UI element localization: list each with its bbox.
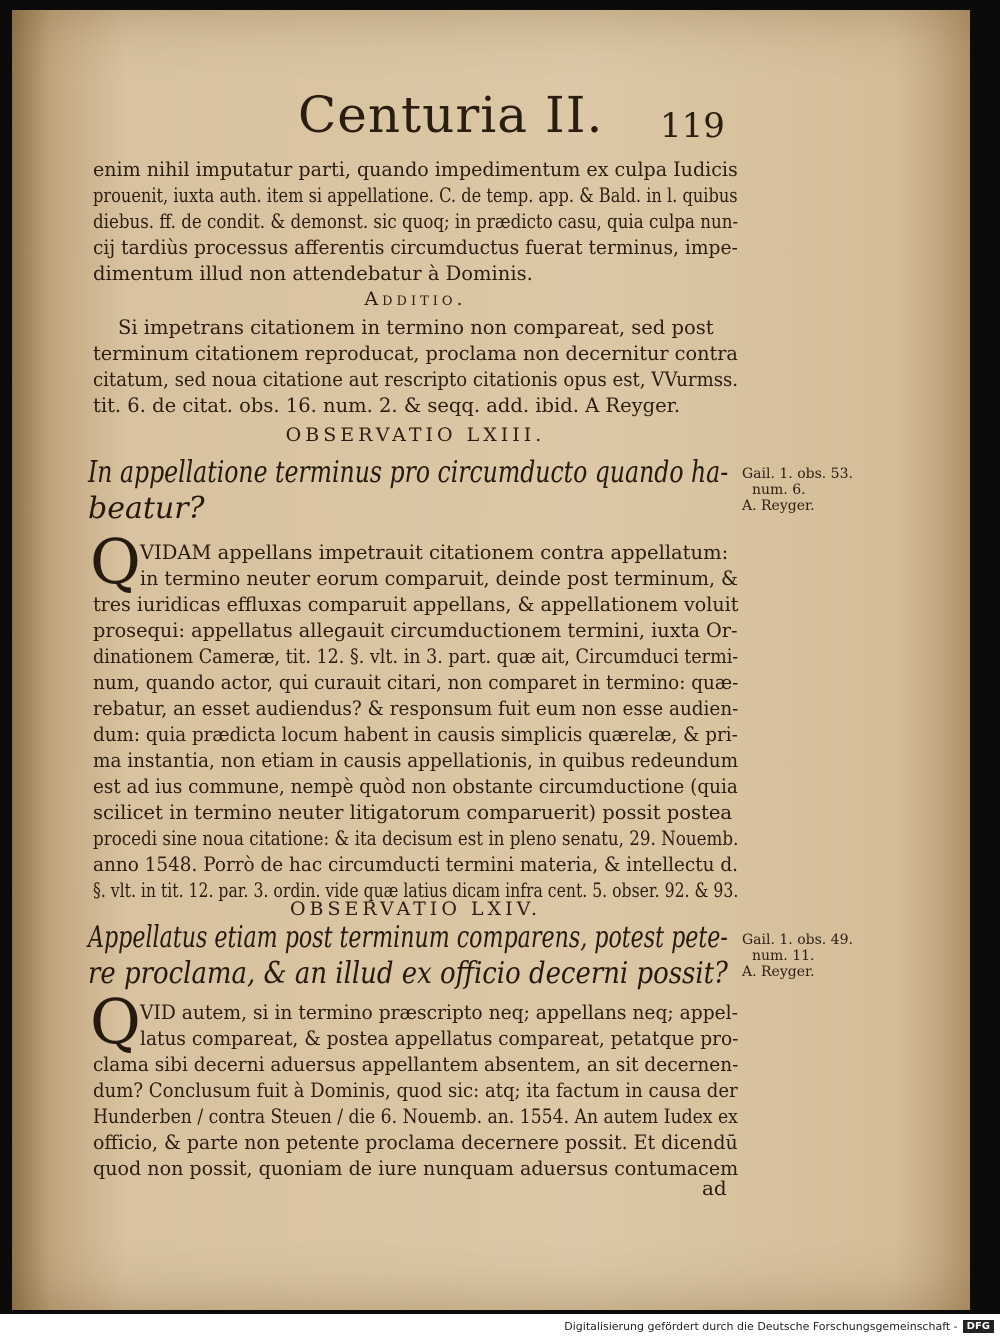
running-title: Centuria II. xyxy=(298,86,604,144)
text-line: dimentum illud non attendebatur à Dominis. xyxy=(93,262,533,285)
text-line: tit. 6. de citat. obs. 16. num. 2. & seqq. add. ibid. A Reyger. xyxy=(93,394,681,417)
text-line: dum? Conclusum fuit à Dominis, quod sic: atq; ita factum in causa der xyxy=(93,1079,738,1102)
text-line: §. vlt. in tit. 12. par. 3. ordin. vide quæ latius dicam infra cent. 5. obser. 92. & 93. xyxy=(93,879,739,902)
text-line: anno 1548. Porrò de hac circumducti termini materia, & intellectu d. xyxy=(93,853,738,876)
text-line: cij tardiùs processus afferentis circumductus fuerat terminus, impe- xyxy=(93,236,738,259)
text-line: clama sibi decerni aduersus appellantem absentem, an sit decernen- xyxy=(93,1053,739,1076)
text-line: quod non possit, quoniam de iure nunquam aduersus contumacem xyxy=(93,1157,739,1180)
text-line: prosequi: appellatus allegauit circumductionem termini, iuxta Or- xyxy=(93,619,738,642)
text-line: VIDAM appellans impetrauit citationem contra appellatum: xyxy=(140,541,729,564)
text-line: tres iuridicas effluxas comparuit appellans, & appellationem voluit xyxy=(93,593,739,616)
text-line: enim nihil imputatur parti, quando impedimentum ex culpa Iudicis xyxy=(93,158,738,181)
observation-rubric: re proclama, & an illud ex officio decerni possit? xyxy=(88,956,728,991)
observation-rubric: In appellatione terminus pro circumducto quando ha- xyxy=(88,455,729,490)
footer-credit: Digitalisierung gefördert durch die Deutsche Forschungsgemeinschaft - xyxy=(564,1319,958,1333)
observation-rubric: beatur? xyxy=(88,491,205,526)
text-line: prouenit, iuxta auth. item si appellatione. C. de temp. app. & Bald. in l. quibus xyxy=(93,184,738,207)
text-line: num, quando actor, qui curauit citari, non comparet in termino: quæ- xyxy=(93,671,739,694)
margin-note: Gail. 1. obs. 49. num. 11. A. Reyger. xyxy=(742,932,853,980)
text-line: Hunderben / contra Steuen / die 6. Nouemb. an. 1554. An autem Iudex ex xyxy=(93,1105,738,1128)
text-line: scilicet in termino neuter litigatorum comparuerit) possit postea xyxy=(93,801,733,824)
text-line: latus compareat, & postea appellatus compareat, petatque pro- xyxy=(140,1027,739,1050)
text-line: terminum citationem reproducat, proclama non decernitur contra xyxy=(93,342,738,365)
observation-heading: OBSERVATIO LXIII. xyxy=(285,424,546,446)
text-line: VID autem, si in termino præscripto neq; appellans neq; appel- xyxy=(140,1001,738,1024)
text-line: ma instantia, non etiam in causis appellationis, in quibus redeundum xyxy=(93,749,739,772)
drop-capital: Q xyxy=(90,525,141,598)
text-line: officio, & parte non petente proclama decernere possit. Et dicendū xyxy=(93,1131,738,1154)
text-line: diebus. ff. de condit. & demonst. sic quoq; in prædicto casu, quia culpa nun- xyxy=(93,210,739,233)
dfg-logo: DFG xyxy=(963,1320,994,1333)
footer-bar xyxy=(0,1314,1000,1338)
text-line: dinationem Cameræ, tit. 12. §. vlt. in 3. part. quæ ait, Circumduci termi- xyxy=(93,645,739,668)
observation-rubric: Appellatus etiam post terminum comparens, potest pete- xyxy=(88,920,728,955)
text-line: in termino neuter eorum comparuit, deinde post terminum, & xyxy=(140,567,739,590)
text-line: dum: quia prædicta locum habent in causis simplicis quærelæ, & pri- xyxy=(93,723,738,746)
observation-heading: OBSERVATIO LXIV. xyxy=(289,898,542,920)
text-line: citatum, sed noua citatione aut rescripto citationis opus est, VVurmss. xyxy=(93,368,739,391)
page-number: 119 xyxy=(660,106,725,146)
additio-heading: Additio. xyxy=(364,288,467,310)
text-line: Si impetrans citationem in termino non compareat, sed post xyxy=(118,316,714,339)
text-line: procedi sine noua citatione: & ita decisum est in pleno senatu, 29. Nouemb. xyxy=(93,827,739,850)
drop-capital: Q xyxy=(90,985,141,1058)
text-line: est ad ius commune, nempè quòd non obstante circumductione (quia xyxy=(93,775,738,798)
catchword: ad xyxy=(702,1176,727,1200)
margin-note: Gail. 1. obs. 53. num. 6. A. Reyger. xyxy=(742,466,853,514)
text-line: rebatur, an esset audiendus? & responsum fuit eum non esse audien- xyxy=(93,697,739,720)
